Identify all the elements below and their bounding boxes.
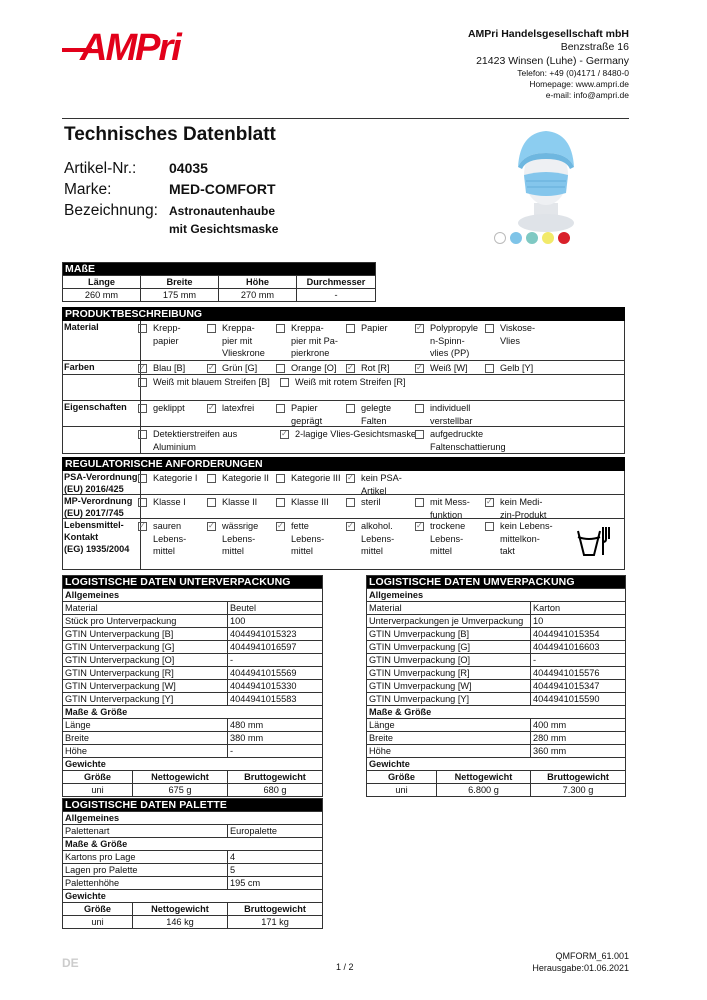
checkbox[interactable] <box>276 474 285 483</box>
checkbox[interactable] <box>346 324 355 333</box>
psa-option[interactable] <box>276 472 341 485</box>
eigenschaften-row <box>63 401 624 427</box>
color-option[interactable] <box>207 362 257 375</box>
um-dim-value: 400 mm <box>531 719 626 732</box>
option-text: verstellbar <box>430 415 473 426</box>
produkt-section <box>62 307 625 454</box>
palette-weights-heading: Gewichte <box>63 890 323 903</box>
palette-dims-heading: Maße & Größe <box>63 838 323 851</box>
company-name: AMPri Handelsgesellschaft mbH <box>467 28 629 40</box>
palette-weights-col: Nettogewicht <box>133 903 228 916</box>
um-weights-value: uni <box>367 784 437 797</box>
checkbox[interactable] <box>207 364 216 373</box>
um-dim-value: 360 mm <box>531 745 626 758</box>
option-text: Lebens- <box>430 533 464 544</box>
palette-header: LOGISTISCHE DATEN PALETTE <box>63 799 323 812</box>
masse-height: 270 mm <box>219 289 297 302</box>
unter-table <box>62 575 323 797</box>
um-row-label: GTIN Umverpackung [B] <box>367 628 531 641</box>
um-dim-label: Breite <box>367 732 531 745</box>
um-table <box>366 575 626 797</box>
unter-dim-value: 380 mm <box>228 732 323 745</box>
option-text: Kreppa- <box>222 323 255 333</box>
option-text: Klasse II <box>222 497 258 507</box>
color-swatch[interactable] <box>526 232 538 244</box>
checkbox[interactable] <box>415 404 424 413</box>
food-contact-option[interactable] <box>207 520 258 558</box>
um-general-heading: Allgemeines <box>367 589 626 602</box>
color-option[interactable] <box>138 376 270 389</box>
checkbox[interactable] <box>276 364 285 373</box>
article-nr-label: Artikel-Nr.: <box>64 160 137 177</box>
footer-page-number: 1 / 2 <box>336 962 354 972</box>
mp-option[interactable] <box>207 496 257 509</box>
page-title: Technisches Datenblatt <box>64 124 276 145</box>
footer-issue-date: Herausgabe:01.06.2021 <box>532 963 629 974</box>
option-text: Papier <box>291 403 318 413</box>
option-text: funktion <box>430 509 463 520</box>
unter-weights-heading: Gewichte <box>63 758 323 771</box>
lm-label <box>63 519 141 569</box>
brand-value: MED-COMFORT <box>169 181 276 197</box>
palette-dim-value: 195 cm <box>228 877 323 890</box>
material-option[interactable] <box>138 322 181 347</box>
option-text: Weiß mit rotem Streifen [R] <box>295 377 406 387</box>
option-text: vlies (PP) <box>430 348 470 358</box>
color-option[interactable] <box>346 362 390 375</box>
psa-option[interactable] <box>138 472 197 485</box>
unter-row-value: Beutel <box>228 602 323 615</box>
checkbox[interactable] <box>346 364 355 373</box>
option-text: pier mit <box>222 335 253 346</box>
product-image <box>508 127 584 232</box>
description-value-1: Astronautenhaube <box>169 204 276 218</box>
unter-dims-heading: Maße & Größe <box>63 706 323 719</box>
palette-dim-label: Palettenhöhe <box>63 877 228 890</box>
option-text: Viskose- <box>500 323 536 333</box>
masse-col-length: Länge <box>63 276 141 289</box>
option-text: kein PSA- <box>361 473 402 483</box>
mp-label <box>63 495 141 518</box>
food-contact-option[interactable] <box>138 520 186 558</box>
checkbox[interactable] <box>346 474 355 483</box>
option-text: steril <box>361 497 381 507</box>
um-row-value: 4044941016603 <box>531 641 626 654</box>
material-option[interactable] <box>415 322 478 360</box>
option-text: individuell <box>430 403 471 413</box>
option-text: Weiß [W] <box>430 363 468 373</box>
color-swatches <box>494 232 570 244</box>
masse-col-height: Höhe <box>219 276 297 289</box>
palette-dim-value: 5 <box>228 864 323 877</box>
option-text: mittel <box>430 546 452 556</box>
option-text: mit Mess- <box>430 497 470 507</box>
checkbox[interactable] <box>415 522 424 531</box>
option-text: Papier <box>361 323 388 333</box>
um-weights-value: 6.800 g <box>437 784 531 797</box>
option-text: latexfrei <box>222 403 255 413</box>
unter-row-label: Material <box>63 602 228 615</box>
unter-row-value: 4044941015569 <box>228 667 323 680</box>
option-text: wässrige <box>222 521 259 531</box>
checkbox[interactable] <box>207 474 216 483</box>
checkbox[interactable] <box>280 378 289 387</box>
um-weights-col: Nettogewicht <box>437 771 531 784</box>
checkbox[interactable] <box>276 522 285 531</box>
option-text: geprägt <box>291 415 323 426</box>
checkbox[interactable] <box>415 498 424 507</box>
option-text: Vlies <box>500 335 520 346</box>
option-text: Kreppa- <box>291 323 324 333</box>
company-city: 21423 Winsen (Luhe) - Germany <box>476 54 629 67</box>
checkbox[interactable] <box>207 522 216 531</box>
checkbox[interactable] <box>276 498 285 507</box>
unter-general-heading: Allgemeines <box>63 589 323 602</box>
palette-general-heading: Allgemeines <box>63 812 323 825</box>
option-text: Gelb [Y] <box>500 363 534 373</box>
checkbox[interactable] <box>485 364 494 373</box>
option-text: trockene <box>430 521 466 531</box>
um-dim-label: Länge <box>367 719 531 732</box>
color-swatch[interactable] <box>558 232 570 244</box>
unter-weights-value: uni <box>63 784 133 797</box>
company-email[interactable]: e-mail: info@ampri.de <box>545 90 629 101</box>
checkbox[interactable] <box>415 430 424 439</box>
checkbox[interactable] <box>415 324 424 333</box>
option-text: Kategorie I <box>153 473 198 483</box>
option-text: n-Spinn- <box>430 335 465 346</box>
unter-dim-label: Breite <box>63 732 228 745</box>
option-text: Kategorie III <box>291 473 341 483</box>
checkbox[interactable] <box>485 324 494 333</box>
regulatorisch-section <box>62 457 625 570</box>
um-row-value: 4044941015347 <box>531 680 626 693</box>
option-text: sauren <box>153 521 182 531</box>
footer-form-id: QMFORM_61.001 <box>555 951 629 961</box>
color-option[interactable] <box>280 376 406 389</box>
checkbox[interactable] <box>138 404 147 413</box>
unter-row-value: - <box>228 654 323 667</box>
option-text: gelegte <box>361 403 392 413</box>
psa-row <box>63 471 624 495</box>
um-row-value: 10 <box>531 615 626 628</box>
um-dim-value: 280 mm <box>531 732 626 745</box>
palette-weights-value: uni <box>63 916 133 929</box>
option-text: Falten <box>361 415 387 426</box>
color-option[interactable] <box>138 362 185 375</box>
um-row-label: Unterverpackungen je Umverpackung <box>367 615 531 628</box>
um-header: LOGISTISCHE DATEN UMVERPACKUNG <box>367 576 626 589</box>
psa-label-1: PSA-Verordnung <box>64 472 138 482</box>
checkbox[interactable] <box>346 522 355 531</box>
option-text: mittel <box>361 546 383 556</box>
checkbox[interactable] <box>138 364 147 373</box>
eigenschaften-row-2 <box>63 427 624 453</box>
option-text: Rot [R] <box>361 363 390 373</box>
palette-row-value: Europalette <box>228 825 323 838</box>
um-row-label: Material <box>367 602 531 615</box>
psa-label <box>63 471 141 494</box>
option-text: alkohol. <box>361 521 393 531</box>
unter-row-label: GTIN Unterverpackung [G] <box>63 641 228 654</box>
description-row <box>64 202 275 220</box>
brand-label: Marke: <box>64 181 112 198</box>
footer-language: DE <box>62 956 79 970</box>
masse-width: 175 mm <box>141 289 219 302</box>
unter-dim-label: Höhe <box>63 745 228 758</box>
checkbox[interactable] <box>346 404 355 413</box>
um-row-value: - <box>531 654 626 667</box>
masse-table <box>62 262 376 302</box>
um-row-value: 4044941015590 <box>531 693 626 706</box>
checkbox[interactable] <box>280 430 289 439</box>
palette-weights-value: 146 kg <box>133 916 228 929</box>
checkbox[interactable] <box>138 430 147 439</box>
um-dims-heading: Maße & Größe <box>367 706 626 719</box>
farben-extra-row <box>63 375 624 401</box>
unter-weights-value: 675 g <box>133 784 228 797</box>
description-label: Bezeichnung: <box>64 202 158 219</box>
um-weights-col: Bruttogewicht <box>531 771 626 784</box>
color-option[interactable] <box>415 362 468 375</box>
unter-row-value: 4044941015330 <box>228 680 323 693</box>
option-text: mittel <box>222 546 244 556</box>
unter-row-label: GTIN Unterverpackung [W] <box>63 680 228 693</box>
option-text: fette <box>291 521 309 531</box>
um-dim-label: Höhe <box>367 745 531 758</box>
masse-col-diameter: Durchmesser <box>297 276 376 289</box>
option-text: pier mit Pa- <box>291 335 338 346</box>
unter-row-value: 4044941015323 <box>228 628 323 641</box>
unter-row-label: GTIN Unterverpackung [O] <box>63 654 228 667</box>
regulatorisch-header: REGULATORISCHE ANFORDERUNGEN <box>62 457 625 471</box>
farben-row <box>63 361 624 375</box>
color-swatch[interactable] <box>510 232 522 244</box>
option-text: Blau [B] <box>153 363 186 373</box>
unter-row-label: GTIN Unterverpackung [B] <box>63 628 228 641</box>
lm-label-1: Lebensmittel- <box>64 520 124 530</box>
checkbox[interactable] <box>346 498 355 507</box>
palette-weights-col: Größe <box>63 903 133 916</box>
option-text: geklippt <box>153 403 185 413</box>
unter-row-label: Stück pro Unterverpackung <box>63 615 228 628</box>
property-option[interactable] <box>207 402 254 415</box>
color-option[interactable] <box>485 362 533 375</box>
checkbox[interactable] <box>207 324 216 333</box>
unter-row-value: 4044941015583 <box>228 693 323 706</box>
option-text: 2-lagige Vlies-Gesichtsmaske <box>295 429 417 439</box>
unter-dim-label: Länge <box>63 719 228 732</box>
property-option[interactable] <box>276 402 322 427</box>
option-text: Lebens- <box>361 533 395 544</box>
palette-table <box>62 798 323 929</box>
option-text: papier <box>153 335 179 346</box>
option-text: Lebens- <box>153 533 187 544</box>
farben-label: Farben <box>63 361 141 401</box>
checkbox[interactable] <box>276 324 285 333</box>
mp-row <box>63 495 624 519</box>
lm-label-2: Kontakt <box>64 532 99 542</box>
property-option[interactable] <box>415 402 472 427</box>
option-text: Aluminium <box>153 441 196 452</box>
material-option[interactable] <box>207 322 265 360</box>
unter-row-value: 100 <box>228 615 323 628</box>
mp-option[interactable] <box>485 496 546 521</box>
checkbox[interactable] <box>138 498 147 507</box>
psa-option[interactable] <box>207 472 269 485</box>
palette-weights-col: Bruttogewicht <box>228 903 323 916</box>
company-homepage[interactable]: Homepage: www.ampri.de <box>529 79 629 90</box>
option-text: mittel <box>291 546 313 556</box>
unter-row-value: 4044941016597 <box>228 641 323 654</box>
property-option[interactable] <box>138 402 185 415</box>
description-value-2: mit Gesichtsmaske <box>169 222 279 236</box>
unter-weights-col: Größe <box>63 771 133 784</box>
option-text: kein Lebens- <box>500 521 553 531</box>
eigenschaften-label: Eigenschaften <box>63 401 141 453</box>
ampri-logo <box>62 22 202 66</box>
option-text: Grün [G] <box>222 363 258 373</box>
option-text: zin-Produkt <box>500 509 547 520</box>
material-row <box>63 321 624 361</box>
um-row-label: GTIN Umverpackung [W] <box>367 680 531 693</box>
option-text: kein Medi- <box>500 497 543 507</box>
um-row-label: GTIN Umverpackung [G] <box>367 641 531 654</box>
option-text: Orange [O] <box>291 363 337 373</box>
material-label: Material <box>63 321 141 360</box>
footer-form <box>532 950 629 974</box>
color-option[interactable] <box>276 362 336 375</box>
unter-weights-col: Nettogewicht <box>133 771 228 784</box>
checkbox[interactable] <box>485 522 494 531</box>
option-text: pierkrone <box>291 348 330 358</box>
um-row-label: GTIN Umverpackung [Y] <box>367 693 531 706</box>
option-text: Krepp- <box>153 323 181 333</box>
masse-col-width: Breite <box>141 276 219 289</box>
masse-length: 260 mm <box>63 289 141 302</box>
palette-row-label: Palettenart <box>63 825 228 838</box>
article-nr-value: 04035 <box>169 160 208 176</box>
palette-weights-value: 171 kg <box>228 916 323 929</box>
unter-dim-value: 480 mm <box>228 719 323 732</box>
option-text: Detektierstreifen aus <box>153 429 238 439</box>
checkbox[interactable] <box>207 498 216 507</box>
palette-dim-value: 4 <box>228 851 323 864</box>
checkbox[interactable] <box>415 364 424 373</box>
palette-dim-label: Kartons pro Lage <box>63 851 228 864</box>
lm-row <box>63 519 624 569</box>
brand-row <box>64 181 276 199</box>
logo-text: AMPri <box>80 27 180 66</box>
material-option[interactable] <box>276 322 338 360</box>
psa-option[interactable] <box>346 472 402 497</box>
option-text: Vlieskrone <box>222 348 265 358</box>
checkbox[interactable] <box>485 498 494 507</box>
option-text: Artikel <box>361 485 387 496</box>
food-contact-option[interactable] <box>485 520 553 558</box>
option-text: mittel <box>153 546 175 556</box>
unter-row-label: GTIN Unterverpackung [Y] <box>63 693 228 706</box>
unter-row-label: GTIN Unterverpackung [R] <box>63 667 228 680</box>
um-row-value: Karton <box>531 602 626 615</box>
option-text: Weiß mit blauem Streifen [B] <box>153 377 270 387</box>
food-safe-icon <box>575 525 611 557</box>
material-option[interactable] <box>485 322 535 347</box>
food-contact-option[interactable] <box>415 520 465 558</box>
option-text: mittelkon- <box>500 533 540 544</box>
option-text: Klasse III <box>291 497 329 507</box>
um-weights-heading: Gewichte <box>367 758 626 771</box>
property-option[interactable] <box>346 402 391 427</box>
food-contact-option[interactable] <box>346 520 394 558</box>
masse-diameter: - <box>297 289 376 302</box>
masse-header: MAßE <box>63 263 376 276</box>
checkbox[interactable] <box>207 404 216 413</box>
produkt-header: PRODUKTBESCHREIBUNG <box>62 307 625 321</box>
lm-label-3: (EG) 1935/2004 <box>64 544 130 554</box>
food-contact-option[interactable] <box>276 520 324 558</box>
option-text: aufgedruckte <box>430 429 484 439</box>
option-text: Lebens- <box>291 533 325 544</box>
option-text: Klasse I <box>153 497 186 507</box>
option-text: Polypropyle <box>430 323 479 333</box>
checkbox[interactable] <box>138 378 147 387</box>
um-weights-value: 7.300 g <box>531 784 626 797</box>
company-address <box>468 28 629 101</box>
palette-dim-label: Lagen pro Palette <box>63 864 228 877</box>
mp-option[interactable] <box>415 496 470 521</box>
option-text: Kategorie II <box>222 473 269 483</box>
description-row-2 <box>169 220 278 238</box>
option-text: Lebens- <box>222 533 256 544</box>
option-text: takt <box>500 546 515 556</box>
um-row-value: 4044941015354 <box>531 628 626 641</box>
mp-label-2: (EU) 2017/745 <box>64 508 124 518</box>
checkbox[interactable] <box>276 404 285 413</box>
unter-header: LOGISTISCHE DATEN UNTERVERPACKUNG <box>63 576 323 589</box>
article-nr-row <box>64 160 208 178</box>
checkbox[interactable] <box>138 324 147 333</box>
mp-option[interactable] <box>138 496 186 509</box>
um-row-value: 4044941015576 <box>531 667 626 680</box>
company-phone: Telefon: +49 (0)4171 / 8480-0 <box>517 68 629 79</box>
property-option[interactable] <box>138 428 237 453</box>
company-street: Benzstraße 16 <box>560 41 629 54</box>
unter-dim-value: - <box>228 745 323 758</box>
mp-label-1: MP-Verordnung <box>64 496 133 506</box>
checkbox[interactable] <box>138 474 147 483</box>
property-option[interactable] <box>415 428 506 453</box>
mp-option[interactable] <box>346 496 380 509</box>
um-row-label: GTIN Umverpackung [R] <box>367 667 531 680</box>
material-option[interactable] <box>346 322 388 335</box>
header-divider <box>62 118 629 119</box>
color-swatch[interactable] <box>494 232 506 244</box>
unter-weights-value: 680 g <box>228 784 323 797</box>
um-row-label: GTIN Umverpackung [O] <box>367 654 531 667</box>
option-text: Faltenschattierung <box>430 441 506 452</box>
checkbox[interactable] <box>138 522 147 531</box>
property-option[interactable] <box>280 428 416 441</box>
mp-option[interactable] <box>276 496 329 509</box>
unter-weights-col: Bruttogewicht <box>228 771 323 784</box>
um-weights-col: Größe <box>367 771 437 784</box>
psa-label-2: (EU) 2016/425 <box>64 484 124 494</box>
color-swatch[interactable] <box>542 232 554 244</box>
